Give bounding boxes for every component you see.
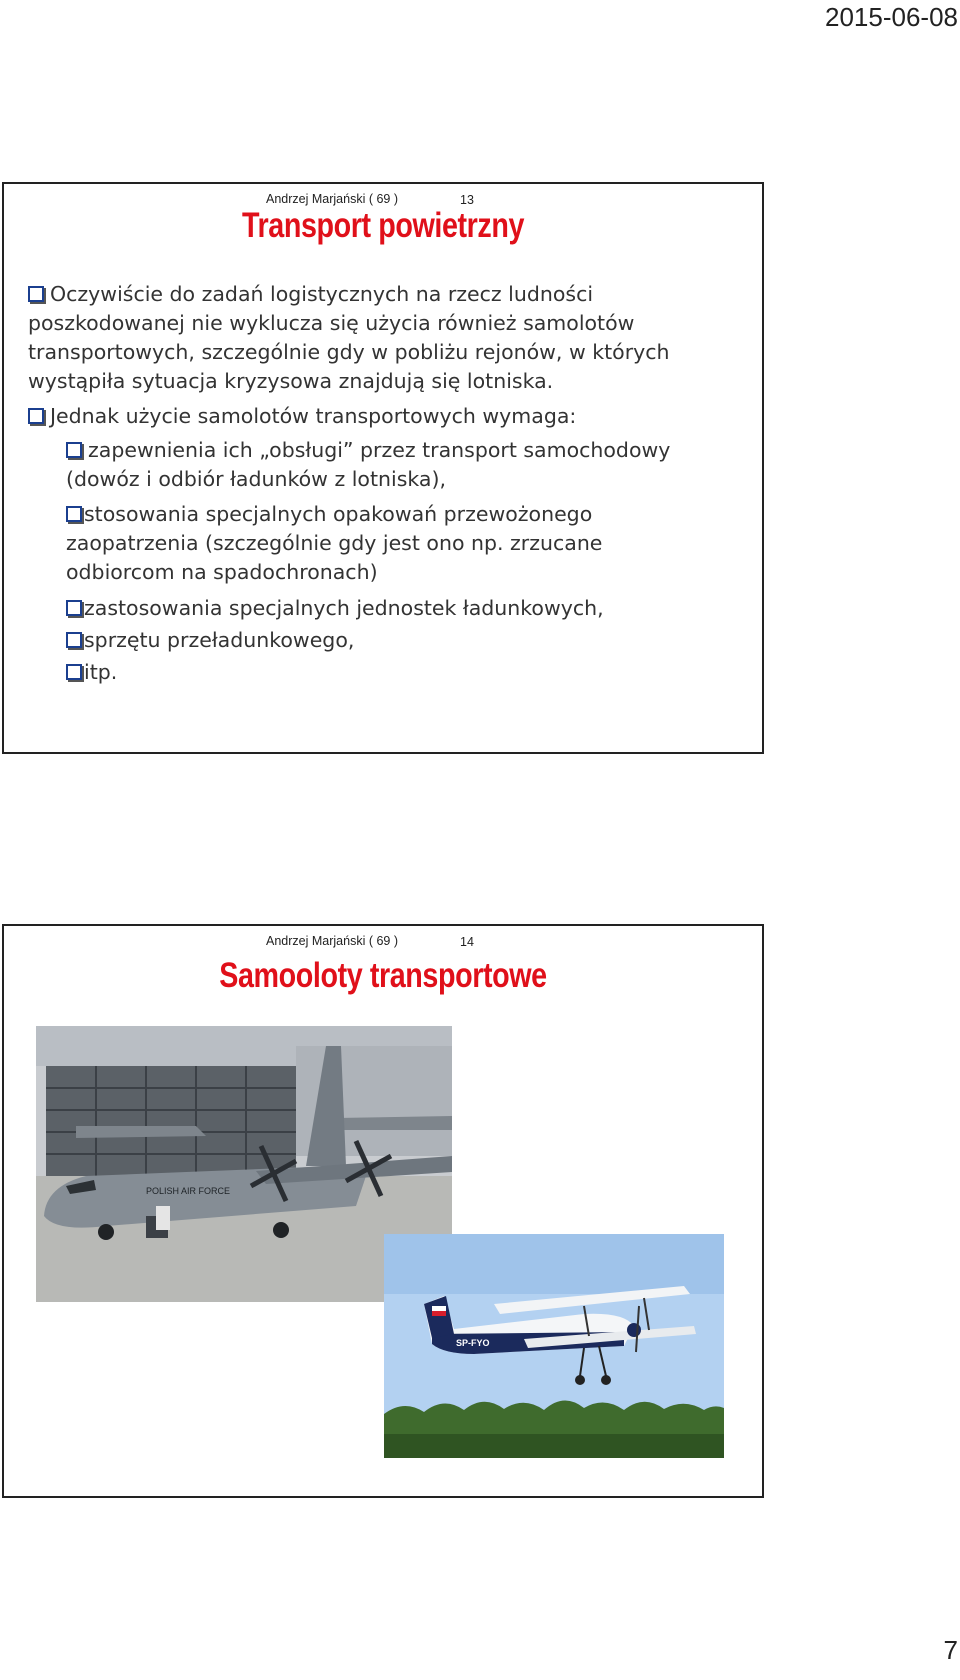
bullet-item: Jednak użycie samolotów transportowych wymaga: xyxy=(28,402,728,431)
slide-title: Transport powietrzny xyxy=(241,206,525,245)
slide-author: Andrzej Marjański ( 69 ) xyxy=(266,934,398,948)
an2-biplane-photo xyxy=(384,1234,724,1458)
page-number: 7 xyxy=(943,1635,958,1665)
checkbox-bullet-icon xyxy=(66,600,82,616)
slide-header xyxy=(266,934,474,949)
checkbox-bullet-icon xyxy=(66,442,82,458)
slide-number: 13 xyxy=(460,193,474,207)
slide-number: 14 xyxy=(460,935,474,949)
checkbox-bullet-icon xyxy=(66,664,82,680)
sub-bullet-item: zastosowania specjalnych jednostek ładunkowych, xyxy=(66,594,746,623)
sub-bullet-item: itp. xyxy=(66,658,746,687)
checkbox-bullet-icon xyxy=(28,408,44,424)
checkbox-bullet-icon xyxy=(66,632,82,648)
slide-transport-powietrzny xyxy=(2,182,764,754)
aircraft-marking: POLISH AIR FORCE xyxy=(146,1186,231,1196)
checkbox-bullet-icon xyxy=(28,286,44,302)
checkbox-bullet-icon xyxy=(66,506,82,522)
slide-author: Andrzej Marjański ( 69 ) xyxy=(266,192,398,206)
page-date: 2015-06-08 xyxy=(825,2,958,32)
sub-bullet-item: stosowania specjalnych opakowań przewożonego zaopatrzenia (szczególnie gdy jest ono np. zrzucane odbiorcom na spadochronach) xyxy=(66,502,603,584)
slide-title: Samooloty transportowe xyxy=(219,956,547,995)
sub-bullet-item: sprzętu przeładunkowego, xyxy=(66,626,746,655)
slide-samoloty-transportowe xyxy=(2,924,764,1498)
bullet-item: Oczywiście do zadań logistycznych na rzecz ludności poszkodowanej nie wyklucza się użycia również samolotów transportowych, szczególnie gdy w pobliżu rejonów, w których wystąpiła sytuacja kryzysowa znajdują się lotniska. xyxy=(28,282,670,393)
aircraft-registration: SP-FYO xyxy=(456,1338,490,1348)
slide-header xyxy=(266,192,474,207)
sub-bullet-item: zapewnienia ich „obsługi” przez transport samochodowy (dowóz i odbiór ładunków z lotniska), xyxy=(66,438,671,491)
